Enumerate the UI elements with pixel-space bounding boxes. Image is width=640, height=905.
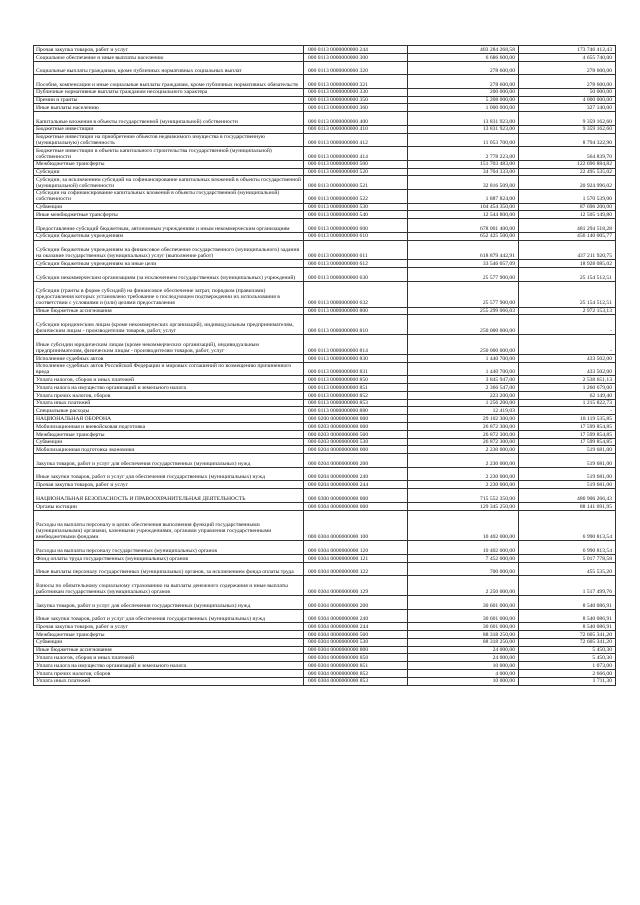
row-plan-cell: 2 778 223,00	[408, 147, 519, 161]
row-name-cell: Уплата налогов, сборов и иных платежей	[34, 376, 304, 384]
row-name-cell: Иные закупки товаров, работ и услуг для обеспечения государственных (муниципальных) нужд	[34, 467, 304, 481]
row-code-cell: 000 0300 0000000000 000	[304, 489, 408, 503]
table-row	[34, 46, 616, 54]
row-plan-cell: 26 872 300,00	[408, 423, 519, 431]
table-row	[34, 53, 616, 61]
row-name-cell: Прочая закупка товаров, работ и услуг	[34, 481, 304, 489]
row-name-cell: Субсидии, за исключением субсидий на софинансирование капитальных вложений в объекты государственной (муниципальной) собственности	[34, 176, 304, 190]
row-fact-cell: 1 073,00	[519, 662, 616, 670]
row-name-cell: Расходы на выплаты персоналу в целях обеспечения выполнения функций государственными (муниципальными) органами, казенными учреждениями, органами управления государственными внебюджетными фондами	[34, 510, 304, 541]
table-row	[34, 354, 616, 362]
table-row	[34, 576, 616, 596]
row-name-cell: Расходы на выплаты персоналу государственных (муниципальных) органов	[34, 541, 304, 555]
row-name-cell: Публичные нормативные выплаты гражданам несоциального характера	[34, 88, 304, 96]
table-row	[34, 467, 616, 481]
row-code-cell: 000 0113 0000000000 350	[304, 96, 408, 104]
row-name-cell: Исполнение судебных актов Российской Федерации и мировых соглашений по возмещению причиненного вреда	[34, 362, 304, 376]
table-row	[34, 203, 616, 211]
row-code-cell: 000 0113 0000000000 611	[304, 240, 408, 260]
table-row	[34, 315, 616, 335]
row-code-cell: 000 0304 0000000000 500	[304, 630, 408, 638]
row-code-cell: 000 0113 0000000000 610	[304, 232, 408, 240]
row-plan-cell: 26 872 300,00	[408, 438, 519, 446]
row-code-cell: 000 0113 0000000000 521	[304, 176, 408, 190]
table-row	[34, 168, 616, 176]
row-plan-cell: 278 600,00	[408, 75, 519, 89]
row-name-cell: Социальные выплаты гражданам, кроме публичных нормативных социальных выплат	[34, 61, 304, 75]
table-row	[34, 677, 616, 685]
row-plan-cell: 4 000,00	[408, 669, 519, 677]
row-fact-cell: 22 495 535,02	[519, 168, 616, 176]
row-code-cell: 000 0113 0000000000 810	[304, 315, 408, 335]
table-row	[34, 623, 616, 631]
row-name-cell: Мобилизационная подготовка экономики	[34, 446, 304, 454]
row-fact-cell: 278 600,00	[519, 61, 616, 75]
row-plan-cell: 250 000 000,00	[408, 335, 519, 355]
row-fact-cell: 20 924 996,02	[519, 176, 616, 190]
row-plan-cell: 30 601 000,00	[408, 609, 519, 623]
row-code-cell: 000 0204 0000000000 244	[304, 481, 408, 489]
row-fact-cell: 5 450,30	[519, 654, 616, 662]
table-row	[34, 423, 616, 431]
row-name-cell: Субвенции	[34, 203, 304, 211]
row-code-cell: 000 0304 0000000000 100	[304, 510, 408, 541]
row-code-cell: 000 0113 0000000000 800	[304, 307, 408, 315]
row-fact-cell: 17 599 854,85	[519, 438, 616, 446]
row-fact-cell: 519 681,00	[519, 467, 616, 481]
row-name-cell: НАЦИОНАЛЬНАЯ ОБОРОНА	[34, 415, 304, 423]
table-row	[34, 489, 616, 503]
row-fact-cell: 1 517 499,76	[519, 576, 616, 596]
row-code-cell: 000 0113 0000000000 853	[304, 399, 408, 407]
row-name-cell: Закупка товаров, работ и услуг для обеспечения государственных (муниципальных) нужд	[34, 596, 304, 610]
row-code-cell: 000 0113 0000000000 600	[304, 219, 408, 233]
row-fact-cell: 17 599 854,85	[519, 430, 616, 438]
row-plan-cell: 223 200,00	[408, 391, 519, 399]
row-code-cell: 000 0113 0000000000 400	[304, 112, 408, 126]
row-plan-cell: 1 887 824,00	[408, 189, 519, 203]
row-plan-cell: 10 000,00	[408, 662, 519, 670]
table-row	[34, 430, 616, 438]
table-row	[34, 96, 616, 104]
row-name-cell: Иные субсидии юридическим лицам (кроме некоммерческих организаций), индивидуальным предпринимателям, физическим лицам - производителям товаров, работ, услуг	[34, 335, 304, 355]
row-code-cell: 000 0113 0000000000 630	[304, 268, 408, 282]
row-fact-cell: 1 215 822,73	[519, 399, 616, 407]
row-fact-cell: 519 681,00	[519, 446, 616, 454]
row-name-cell: Социальное обеспечение и иные выплаты населению	[34, 53, 304, 61]
row-fact-cell: 18 119 535,85	[519, 415, 616, 423]
row-fact-cell: 8 540 086,91	[519, 623, 616, 631]
row-plan-cell: 10 402 000,00	[408, 541, 519, 555]
row-fact-cell: 433 502,00	[519, 362, 616, 376]
row-code-cell: 000 0304 0000000000 852	[304, 669, 408, 677]
row-code-cell: 000 0113 0000000000 880	[304, 407, 408, 415]
row-plan-cell: 1 440 700,00	[408, 354, 519, 362]
row-name-cell: Межбюджетные трансферты	[34, 160, 304, 168]
table-row	[34, 384, 616, 392]
table-row	[34, 510, 616, 541]
row-fact-cell: 88 141 691,95	[519, 502, 616, 510]
row-plan-cell: 11 053 700,00	[408, 133, 519, 147]
row-code-cell: 000 0203 0000000000 000	[304, 423, 408, 431]
row-fact-cell: 50 000,00	[519, 88, 616, 96]
row-code-cell: 000 0113 0000000000 612	[304, 260, 408, 268]
row-plan-cell: 88 318 250,00	[408, 630, 519, 638]
table-row	[34, 147, 616, 161]
row-fact-cell: 1 570 539,00	[519, 189, 616, 203]
table-row	[34, 630, 616, 638]
row-name-cell: Закупка товаров, работ и услуг для обеспечения государственных (муниципальных) нужд	[34, 454, 304, 468]
row-name-cell: Субсидии	[34, 168, 304, 176]
table-body	[34, 46, 616, 686]
row-fact-cell: 72 605 341,20	[519, 638, 616, 646]
row-plan-cell: 25 577 900,00	[408, 268, 519, 282]
row-code-cell: 000 0304 0000000000 851	[304, 662, 408, 670]
row-code-cell: 000 0113 0000000000 830	[304, 354, 408, 362]
row-plan-cell: 1 000 000,00	[408, 104, 519, 112]
row-code-cell: 000 0113 0000000000 412	[304, 133, 408, 147]
row-code-cell: 000 0113 0000000000 414	[304, 147, 408, 161]
row-fact-cell: 8 540 086,91	[519, 596, 616, 610]
row-plan-cell: 10 000,00	[408, 677, 519, 685]
row-name-cell: Взносы по обязательному социальному страхованию на выплаты денежного содержания и иные выплаты работникам государственных (муниципальных) органов	[34, 576, 304, 596]
row-fact-cell: 173 746 412,43	[519, 46, 616, 54]
row-code-cell: 000 0304 0000000000 530	[304, 638, 408, 646]
row-name-cell: Капитальные вложения в объекты государственной (муниципальной) собственности	[34, 112, 304, 126]
row-plan-cell: 278 600,00	[408, 61, 519, 75]
row-code-cell: 000 0113 0000000000 321	[304, 75, 408, 89]
table-row	[34, 160, 616, 168]
row-fact-cell: 12 505 149,80	[519, 211, 616, 219]
row-name-cell: Иные бюджетные ассигнования	[34, 646, 304, 654]
table-row	[34, 362, 616, 376]
row-plan-cell: 2 366 547,00	[408, 384, 519, 392]
row-fact-cell: 456 140 005,77	[519, 232, 616, 240]
row-fact-cell: 1 260 679,00	[519, 384, 616, 392]
row-plan-cell: 29 102 300,00	[408, 415, 519, 423]
row-name-cell: Пособия, компенсации и иные социальные выплаты гражданам, кроме публичных нормативных обязательств	[34, 75, 304, 89]
table-row	[34, 133, 616, 147]
row-fact-cell: 486 906 266,43	[519, 489, 616, 503]
row-code-cell: 000 0304 0000000000 850	[304, 654, 408, 662]
table-row	[34, 240, 616, 260]
table-row	[34, 88, 616, 96]
table-row	[34, 211, 616, 219]
row-fact-cell: 87 696 200,00	[519, 203, 616, 211]
row-plan-cell: 255 299 066,03	[408, 307, 519, 315]
row-plan-cell: 7 452 000,00	[408, 554, 519, 562]
row-name-cell: Уплата иных платежей	[34, 399, 304, 407]
row-plan-cell: 700 000,00	[408, 562, 519, 576]
row-fact-cell: 9 359 162,60	[519, 112, 616, 126]
row-code-cell: 000 0113 0000000000 320	[304, 61, 408, 75]
table-row	[34, 104, 616, 112]
table-row	[34, 646, 616, 654]
row-code-cell: 000 0113 0000000000 632	[304, 281, 408, 307]
table-row	[34, 562, 616, 576]
row-plan-cell: 678 001 400,00	[408, 219, 519, 233]
table-row	[34, 481, 616, 489]
row-code-cell: 000 0304 0000000000 240	[304, 609, 408, 623]
table-row	[34, 596, 616, 610]
table-row	[34, 391, 616, 399]
row-fact-cell: 1 711,30	[519, 677, 616, 685]
row-name-cell: Уплата налога на имущество организаций и земельного налога	[34, 384, 304, 392]
table-row	[34, 669, 616, 677]
table-row	[34, 75, 616, 89]
table-row	[34, 662, 616, 670]
row-code-cell: 000 0304 0000000000 129	[304, 576, 408, 596]
row-plan-cell: 13 831 923,00	[408, 112, 519, 126]
row-fact-cell: 564 839,70	[519, 147, 616, 161]
row-code-cell: 000 0113 0000000000 410	[304, 125, 408, 133]
row-code-cell: 000 0203 0000000000 530	[304, 438, 408, 446]
row-name-cell: Уплата прочих налогов, сборов	[34, 391, 304, 399]
row-fact-cell: 62 149,40	[519, 391, 616, 399]
row-fact-cell: 5 017 778,58	[519, 554, 616, 562]
table-row	[34, 438, 616, 446]
row-plan-cell: 2 230 000,00	[408, 481, 519, 489]
row-fact-cell: 5 450,30	[519, 646, 616, 654]
row-plan-cell: 2 230 000,00	[408, 467, 519, 481]
table-row	[34, 112, 616, 126]
row-code-cell: 000 0204 0000000000 200	[304, 454, 408, 468]
row-plan-cell: 250 000 000,00	[408, 315, 519, 335]
row-plan-cell: 10 402 000,00	[408, 510, 519, 541]
table-row	[34, 268, 616, 282]
row-fact-cell: -	[519, 335, 616, 355]
table-row	[34, 260, 616, 268]
row-plan-cell: 32 816 509,00	[408, 176, 519, 190]
row-name-cell: Уплата налогов, сборов и иных платежей	[34, 654, 304, 662]
table-row	[34, 176, 616, 190]
row-name-cell: Субсидии бюджетным учреждениям на финансовое обеспечение государственного (муниципального) задания на оказание государственных (муниципальных) услуг (выполнение работ)	[34, 240, 304, 260]
row-fact-cell: 2 538 651,13	[519, 376, 616, 384]
row-code-cell: 000 0204 0000000000 000	[304, 446, 408, 454]
row-fact-cell: 519 681,00	[519, 481, 616, 489]
row-name-cell: Специальные расходы	[34, 407, 304, 415]
table-row	[34, 446, 616, 454]
row-code-cell: 000 0304 0000000000 122	[304, 562, 408, 576]
table-row	[34, 609, 616, 623]
row-name-cell: Прочая закупка товаров, работ и услуг	[34, 623, 304, 631]
row-fact-cell: 8 540 086,91	[519, 609, 616, 623]
row-plan-cell: 2 230 000,00	[408, 446, 519, 454]
row-code-cell: 000 0304 0000000000 120	[304, 541, 408, 555]
row-fact-cell: 455 535,20	[519, 562, 616, 576]
table-row	[34, 415, 616, 423]
row-fact-cell: 9 359 162,60	[519, 125, 616, 133]
row-name-cell: Бюджетные инвестиции на приобретение объектов недвижимого имущества в государственную (муниципальную) собственность	[34, 133, 304, 147]
row-plan-cell: 151 703 483,00	[408, 160, 519, 168]
row-code-cell: 000 0113 0000000000 300	[304, 53, 408, 61]
row-name-cell: Фонд оплаты труда государственных (муниципальных) органов	[34, 554, 304, 562]
row-code-cell: 000 0304 0000000000 000	[304, 502, 408, 510]
table-row	[34, 335, 616, 355]
row-plan-cell: 88 318 250,00	[408, 638, 519, 646]
row-name-cell: Субвенции	[34, 438, 304, 446]
row-plan-cell: 24 000,00	[408, 646, 519, 654]
budget-execution-table	[33, 45, 616, 686]
table-row	[34, 399, 616, 407]
row-name-cell: Премии и гранты	[34, 96, 304, 104]
table-row	[34, 502, 616, 510]
row-name-cell: Бюджетные инвестиции в объекты капитального строительства государственной (муниципальной) собственности	[34, 147, 304, 161]
row-name-cell: Уплата иных платежей	[34, 677, 304, 685]
row-code-cell: 000 0304 0000000000 244	[304, 623, 408, 631]
table-row	[34, 219, 616, 233]
row-code-cell: 000 0113 0000000000 540	[304, 211, 408, 219]
table-row	[34, 554, 616, 562]
row-plan-cell: 26 872 300,00	[408, 430, 519, 438]
row-fact-cell: 4 000 000,00	[519, 96, 616, 104]
row-name-cell: Субвенции	[34, 638, 304, 646]
row-plan-cell: 2 230 000,00	[408, 454, 519, 468]
row-name-cell: Исполнение судебных актов	[34, 354, 304, 362]
row-code-cell: 000 0113 0000000000 244	[304, 46, 408, 54]
row-fact-cell: 437 211 920,75	[519, 240, 616, 260]
row-name-cell: Субсидии бюджетным учреждениям на иные цели	[34, 260, 304, 268]
row-fact-cell: 25 154 512,51	[519, 268, 616, 282]
table-row	[34, 61, 616, 75]
row-name-cell: Уплата прочих налогов, сборов	[34, 669, 304, 677]
row-plan-cell: 25 577 900,00	[408, 281, 519, 307]
table-row	[34, 407, 616, 415]
table-row	[34, 541, 616, 555]
table-row	[34, 638, 616, 646]
row-fact-cell: 6 990 813,54	[519, 541, 616, 555]
row-name-cell: Иные выплаты персоналу государственных (муниципальных) органов, за исключением фонда оплаты труда	[34, 562, 304, 576]
row-plan-cell: 1 440 700,00	[408, 362, 519, 376]
row-code-cell: 000 0304 0000000000 800	[304, 646, 408, 654]
row-plan-cell: 1 256 200,00	[408, 399, 519, 407]
row-code-cell: 000 0113 0000000000 831	[304, 362, 408, 376]
row-code-cell: 000 0113 0000000000 851	[304, 384, 408, 392]
row-name-cell: Субсидии некоммерческим организациям (за исключением государственных (муниципальных) учреждений)	[34, 268, 304, 282]
table-row	[34, 281, 616, 307]
row-fact-cell: 2 972 153,13	[519, 307, 616, 315]
table-row	[34, 232, 616, 240]
table-row	[34, 654, 616, 662]
row-name-cell: Прочая закупка товаров, работ и услуг	[34, 46, 304, 54]
row-plan-cell: 34 704 333,00	[408, 168, 519, 176]
row-code-cell: 000 0113 0000000000 850	[304, 376, 408, 384]
row-name-cell: Уплата налога на имущество организаций и земельного налога	[34, 662, 304, 670]
row-name-cell: Иные выплаты населению	[34, 104, 304, 112]
row-name-cell: Органы юстиции	[34, 502, 304, 510]
row-plan-cell: 24 000,00	[408, 654, 519, 662]
row-code-cell: 000 0304 0000000000 853	[304, 677, 408, 685]
row-name-cell: Субсидии на софинансирование капитальных вложений в объекты государственной (муниципальной) собственности	[34, 189, 304, 203]
row-name-cell: Межбюджетные трансферты	[34, 630, 304, 638]
row-code-cell: 000 0113 0000000000 852	[304, 391, 408, 399]
row-fact-cell: 278 600,00	[519, 75, 616, 89]
row-fact-cell: 18 928 085,02	[519, 260, 616, 268]
row-name-cell: НАЦИОНАЛЬНАЯ БЕЗОПАСНОСТЬ И ПРАВООХРАНИТЕЛЬНАЯ ДЕЯТЕЛЬНОСТЬ	[34, 489, 304, 503]
row-plan-cell: 618 879 442,91	[408, 240, 519, 260]
row-name-cell: Бюджетные инвестиции	[34, 125, 304, 133]
row-plan-cell: 104 454 350,00	[408, 203, 519, 211]
row-code-cell: 000 0113 0000000000 522	[304, 189, 408, 203]
row-plan-cell: 3 845 947,00	[408, 376, 519, 384]
row-code-cell: 000 0113 0000000000 360	[304, 104, 408, 112]
row-fact-cell: 25 154 512,51	[519, 281, 616, 307]
row-plan-cell: 652 425 500,00	[408, 232, 519, 240]
row-plan-cell: 403 284 268,58	[408, 46, 519, 54]
table-row	[34, 376, 616, 384]
row-name-cell: Иные бюджетные ассигнования	[34, 307, 304, 315]
row-name-cell: Иные межбюджетные трансферты	[34, 211, 304, 219]
row-fact-cell: 327 140,00	[519, 104, 616, 112]
row-code-cell: 000 0113 0000000000 814	[304, 335, 408, 355]
row-plan-cell: 5 208 000,00	[408, 96, 519, 104]
row-fact-cell: 8 794 322,90	[519, 133, 616, 147]
table-row	[34, 454, 616, 468]
row-fact-cell: 72 605 341,20	[519, 630, 616, 638]
row-code-cell: 000 0113 0000000000 500	[304, 160, 408, 168]
row-name-cell: Иные закупки товаров, работ и услуг для обеспечения государственных (муниципальных) нужд	[34, 609, 304, 623]
row-fact-cell: 122 696 884,82	[519, 160, 616, 168]
row-plan-cell: 129 345 250,00	[408, 502, 519, 510]
row-plan-cell: 12 419,03	[408, 407, 519, 415]
row-plan-cell: 715 552 350,00	[408, 489, 519, 503]
row-code-cell: 000 0113 0000000000 330	[304, 88, 408, 96]
row-name-cell: Субсидии бюджетным учреждениям	[34, 232, 304, 240]
row-code-cell: 000 0304 0000000000 121	[304, 554, 408, 562]
row-fact-cell: 519 681,00	[519, 454, 616, 468]
row-name-cell: Мобилизационная и вневойсковая подготовка	[34, 423, 304, 431]
row-fact-cell: 481 294 518,28	[519, 219, 616, 233]
row-fact-cell: 433 502,00	[519, 354, 616, 362]
row-name-cell: Предоставление субсидий бюджетным, автономным учреждениям и иным некоммерческим организациям	[34, 219, 304, 233]
row-plan-cell: 33 546 057,09	[408, 260, 519, 268]
row-name-cell: Субсидии юридическим лицам (кроме некоммерческих организаций), индивидуальным предпринимателям, физическим лицам - производителям товаров, работ, услуг	[34, 315, 304, 335]
row-fact-cell: 17 599 854,85	[519, 423, 616, 431]
row-code-cell: 000 0113 0000000000 520	[304, 168, 408, 176]
row-name-cell: Субсидии (гранты в форме субсидий) на финансовое обеспечение затрат, порядком (правилами) предоставления которых установлено требование о последующем подтверждении их использования в соответствии с условиями и (или) целями предоставления	[34, 281, 304, 307]
row-plan-cell: 12 544 800,00	[408, 211, 519, 219]
row-code-cell: 000 0304 0000000000 200	[304, 596, 408, 610]
row-fact-cell: 6 990 813,54	[519, 510, 616, 541]
row-plan-cell: 30 601 000,00	[408, 623, 519, 631]
row-plan-cell: 30 601 000,00	[408, 596, 519, 610]
row-fact-cell: 2 666,00	[519, 669, 616, 677]
row-fact-cell: 4 655 740,00	[519, 53, 616, 61]
table-row	[34, 189, 616, 203]
row-code-cell: 000 0203 0000000000 500	[304, 430, 408, 438]
table-row	[34, 125, 616, 133]
row-plan-cell: 2 250 000,00	[408, 576, 519, 596]
table-row	[34, 307, 616, 315]
row-plan-cell: 13 831 923,00	[408, 125, 519, 133]
row-code-cell: 000 0113 0000000000 530	[304, 203, 408, 211]
row-code-cell: 000 0204 0000000000 240	[304, 467, 408, 481]
row-fact-cell: -	[519, 407, 616, 415]
row-fact-cell: -	[519, 315, 616, 335]
row-plan-cell: 200 000,00	[408, 88, 519, 96]
row-plan-cell: 6 686 600,00	[408, 53, 519, 61]
row-name-cell: Межбюджетные трансферты	[34, 430, 304, 438]
row-code-cell: 000 0200 0000000000 000	[304, 415, 408, 423]
